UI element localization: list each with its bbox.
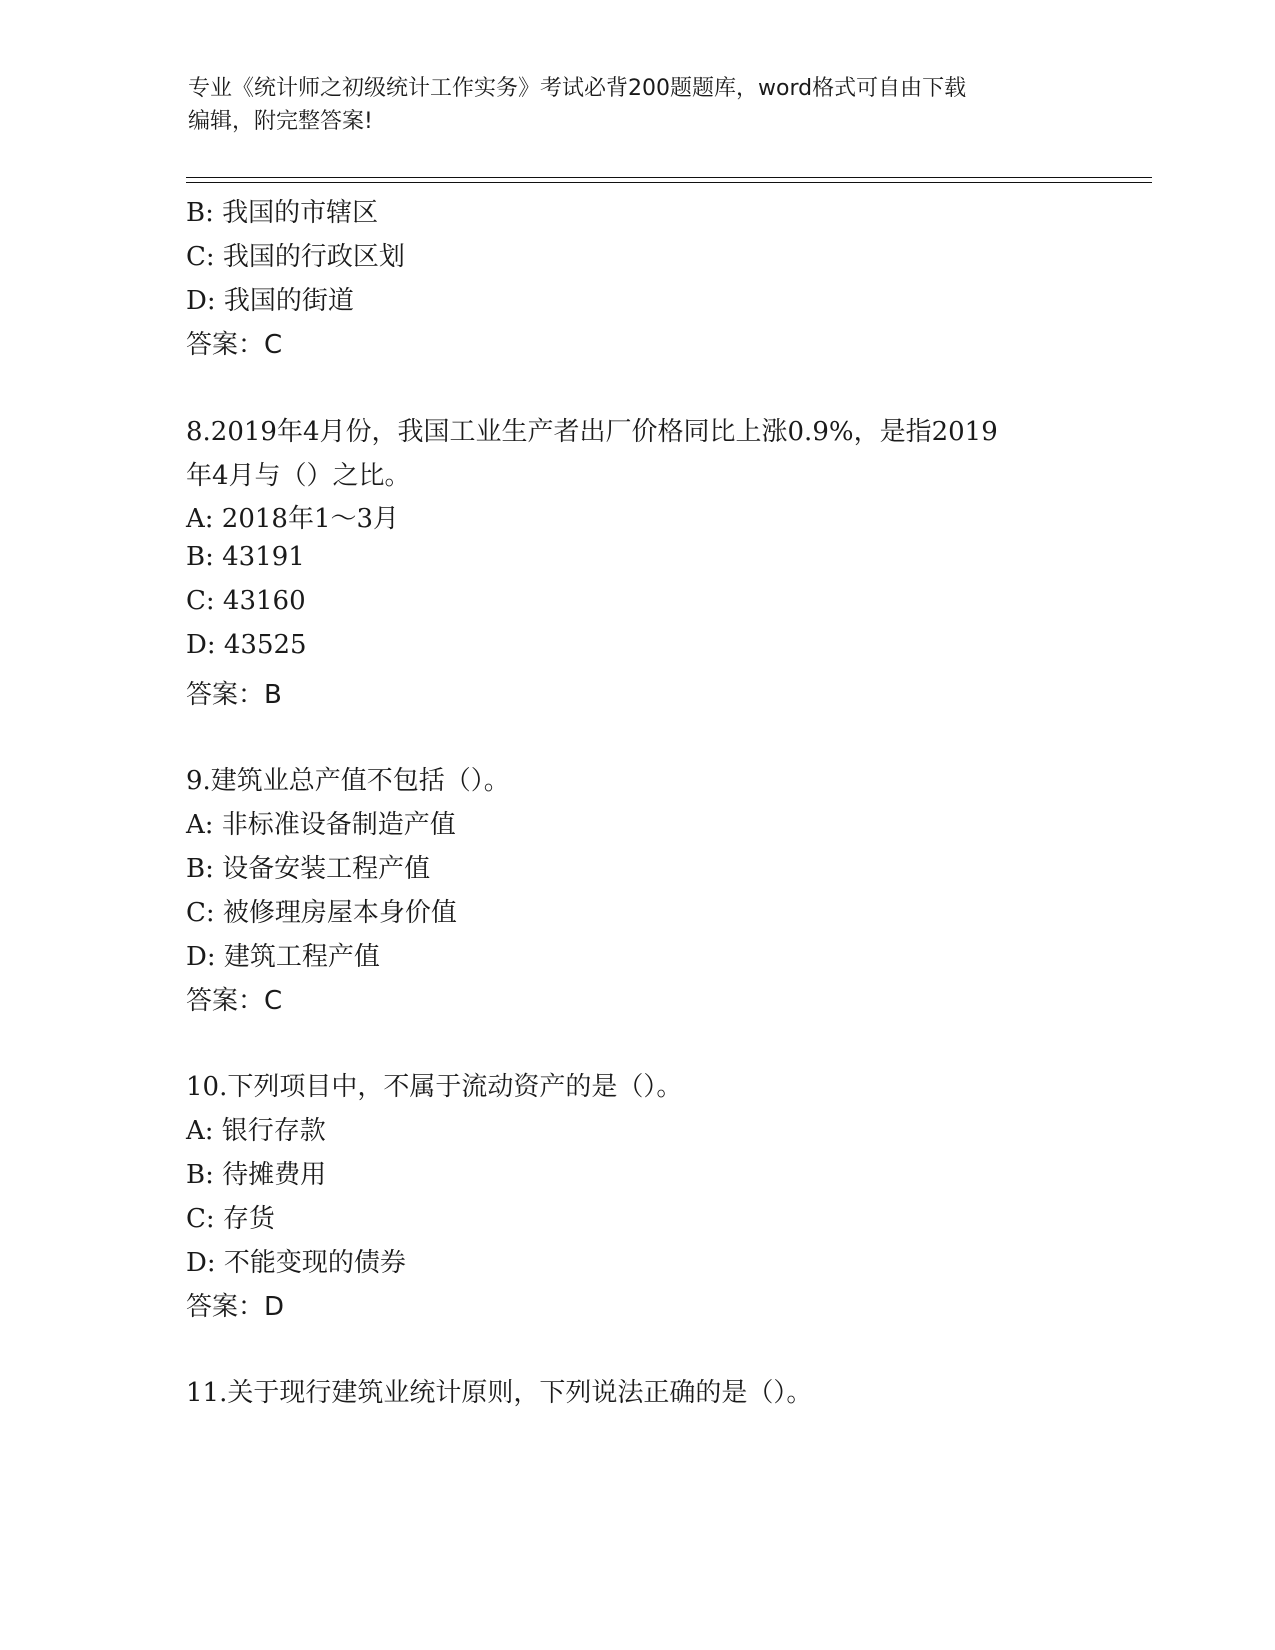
q9-stem: 9.建筑业总产值不包括（）。 [186,766,510,796]
q8-option-d: D: 43525 [186,630,307,660]
q10-option-a: A: 银行存款 [186,1116,326,1146]
q9-option-a: A: 非标准设备制造产值 [186,810,456,840]
q8-option-a: A: 2018年1～3月 [186,504,400,534]
q10-option-c: C: 存货 [186,1204,275,1234]
header-divider-bottom [186,182,1152,183]
q7-option-b: B: 我国的市辖区 [186,198,379,228]
q9-option-c: C: 被修理房屋本身价值 [186,898,457,928]
q8-answer: 答案：B [186,680,282,710]
q11-stem: 11.关于现行建筑业统计原则，下列说法正确的是（）。 [186,1378,813,1408]
q7-option-d: D: 我国的街道 [186,286,354,316]
q9-answer: 答案：C [186,986,283,1016]
q9-option-b: B: 设备安装工程产值 [186,854,431,884]
q9-option-d: D: 建筑工程产值 [186,942,380,972]
q8-option-c: C: 43160 [186,586,306,616]
q10-answer: 答案：D [186,1292,285,1322]
header-divider-top [186,177,1152,178]
q8-stem-line-2: 年4月与（）之比。 [186,461,411,491]
q7-answer: 答案：C [186,330,283,360]
q7-option-c: C: 我国的行政区划 [186,242,405,272]
q10-option-b: B: 待摊费用 [186,1160,327,1190]
header-line-1: 专业《统计师之初级统计工作实务》考试必背200题题库，word格式可自由下载 [188,76,967,101]
document-header [188,72,1088,138]
q8-option-b: B: 43191 [186,542,305,572]
q8-stem-line-1: 8.2019年4月份，我国工业生产者出厂价格同比上涨0.9%，是指2019 [186,417,998,447]
q10-stem: 10.下列项目中，不属于流动资产的是（）。 [186,1072,683,1102]
q8-stem [186,410,1086,498]
header-line-2: 编辑，附完整答案! [188,109,373,134]
q10-option-d: D: 不能变现的债券 [186,1248,406,1278]
